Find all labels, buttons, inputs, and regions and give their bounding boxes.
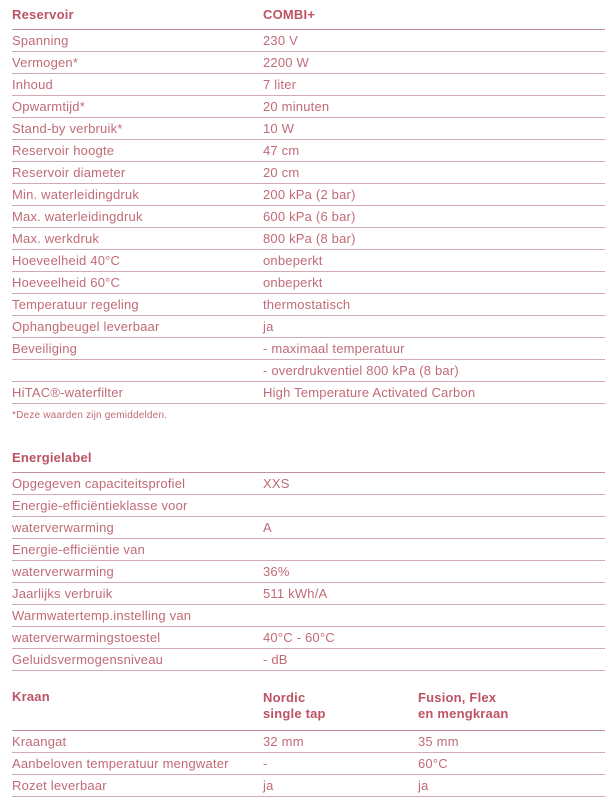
column-header-line: single tap [263,706,326,721]
table-row [12,250,605,272]
row-label: Warmwatertemp.instelling van [12,608,192,623]
row-value: 47 cm [263,143,300,158]
table-row [12,360,605,382]
footnote: *Deze waarden zijn gemiddelden. [12,410,168,421]
row-label: Hoeveelheid 40°C [12,253,121,268]
row-label: Opgegeven capaciteitsprofiel [12,476,186,491]
table-header [12,449,605,473]
table-row [12,539,605,561]
table-row [12,184,605,206]
row-label: Kraangat [12,734,67,749]
row-value: XXS [263,476,290,491]
table-row [12,495,605,517]
table-row [12,605,605,627]
row-label: Energie-efficiëntieklasse voor [12,498,188,513]
row-label: Opwarmtijd* [12,99,85,114]
table-row [12,118,605,140]
row-value: 40°C - 60°C [263,630,335,645]
row-value: 20 minuten [263,99,330,114]
table-row [12,627,605,649]
row-value: 230 V [263,33,298,48]
row-label: Rozet leverbaar [12,778,107,793]
row-label: Max. waterleidingdruk [12,209,143,224]
row-label: Jaarlijks verbruik [12,586,113,601]
row-value: - overdrukventiel 800 kPa (8 bar) [263,363,459,378]
row-label: HiTAC®-waterfilter [12,385,124,400]
row-value: 36% [263,564,290,579]
row-value: 600 kPa (6 bar) [263,209,356,224]
table-row [12,140,605,162]
row-value: ja [263,319,274,334]
table-row [12,272,605,294]
row-value [263,543,605,556]
row-label: Ophangbeugel leverbaar [12,319,160,334]
table-row [12,294,605,316]
table-row [12,96,605,118]
row-value: - [263,756,268,771]
row-label: waterverwarming [12,564,114,579]
table-row [12,775,605,797]
table-row [12,228,605,250]
row-value: - dB [263,652,288,667]
row-label: Temperatuur regeling [12,297,139,312]
row-label [12,364,263,377]
row-label: Max. werkdruk [12,231,100,246]
row-label: waterverwarming [12,520,114,535]
row-value: 10 W [263,121,295,136]
row-value: 200 kPa (2 bar) [263,187,356,202]
row-value: 7 liter [263,77,297,92]
table-row [12,517,605,539]
row-label: Reservoir diameter [12,165,126,180]
table-row [12,649,605,671]
table-title: Kraan [12,689,50,704]
row-value: 800 kPa (8 bar) [263,231,356,246]
row-value [263,609,605,622]
table-row [12,473,605,495]
row-label: waterverwarmingstoestel [12,630,161,645]
row-label: Inhoud [12,77,53,92]
column-header-line: Nordic [263,690,306,705]
column-header-line: Fusion, Flex [418,690,497,705]
table-row [12,338,605,360]
row-label: Geluidsvermogensniveau [12,652,164,667]
table-row [12,30,605,52]
table-row [12,583,605,605]
table-row [12,206,605,228]
row-label: Vermogen* [12,55,79,70]
row-label: Energie-efficiëntie van [12,542,145,557]
table-row [12,382,605,404]
row-value: High Temperature Activated Carbon [263,385,476,400]
row-value: onbeperkt [263,275,323,290]
row-value [263,499,605,512]
column-header [418,690,605,722]
row-value: 35 mm [418,734,459,749]
row-label: Spanning [12,33,69,48]
energielabel-table [12,449,605,671]
table-row [12,753,605,775]
row-label: Aanbeloven temperatuur mengwater [12,756,229,771]
column-header [263,690,418,722]
table-title: Energielabel [12,450,92,465]
table-row [12,316,605,338]
table-row [12,561,605,583]
row-value: 2200 W [263,55,310,70]
row-value: 32 mm [263,734,304,749]
table-row [12,52,605,74]
row-label: Min. waterleidingdruk [12,187,140,202]
value-header: COMBI+ [263,7,316,22]
table-header [12,688,605,731]
row-value: thermostatisch [263,297,351,312]
row-label: Reservoir hoogte [12,143,115,158]
column-header-line: en mengkraan [418,706,509,721]
reservoir-table [12,6,605,404]
row-label: Hoeveelheid 60°C [12,275,121,290]
row-value: 511 kWh/A [263,586,328,601]
table-row [12,74,605,96]
row-value: A [263,520,272,535]
row-value: - maximaal temperatuur [263,341,405,356]
table-row [12,731,605,753]
row-label: Beveiliging [12,341,78,356]
table-row [12,162,605,184]
kraan-table [12,688,605,797]
row-value: 20 cm [263,165,300,180]
table-title: Reservoir [12,7,74,22]
row-value: ja [418,778,429,793]
row-value: ja [263,778,274,793]
table-header [12,6,605,30]
row-value: 60°C [418,756,448,771]
row-value: onbeperkt [263,253,323,268]
row-label: Stand-by verbruik* [12,121,123,136]
